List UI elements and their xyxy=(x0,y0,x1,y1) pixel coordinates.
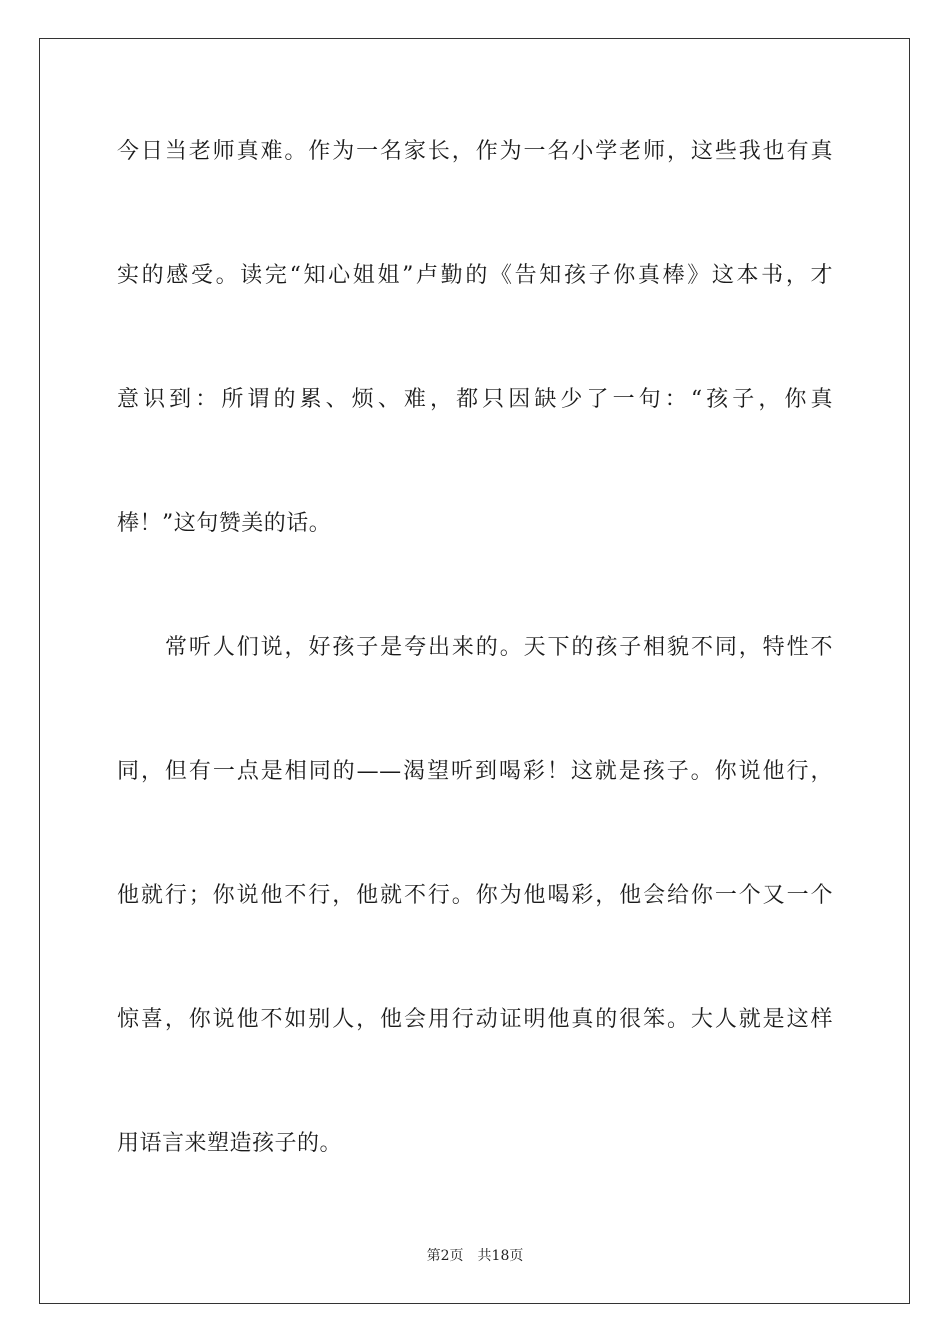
page-number-footer: 第2页 共18页 xyxy=(426,1248,524,1264)
paragraph-2-line-4: 惊喜，你说他不如别人，他会用行动证明他真的很笨。大人就是这样 xyxy=(117,1007,833,1032)
paragraph-1-line-3: 意识到：所谓的累、烦、难，都只因缺少了一句：“孩子，你真 xyxy=(117,387,833,412)
paragraph-2-line-2: 同，但有一点是相同的——渴望听到喝彩！这就是孩子。你说他行， xyxy=(117,759,833,784)
paragraph-2-line-1: 常听人们说，好孩子是夸出来的。天下的孩子相貌不同，特性不 xyxy=(165,635,833,660)
page-border xyxy=(39,38,910,1304)
paragraph-1-line-1: 今日当老师真难。作为一名家长，作为一名小学老师，这些我也有真 xyxy=(117,139,833,164)
paragraph-2-line-3: 他就行；你说他不行，他就不行。你为他喝彩，他会给你一个又一个 xyxy=(117,883,833,908)
paragraph-2-line-5: 用语言来塑造孩子的。 xyxy=(117,1131,343,1156)
paragraph-1-line-4: 棒！”这句赞美的话。 xyxy=(117,511,332,536)
paragraph-1-line-2: 实的感受。读完“知心姐姐”卢勤的《告知孩子你真棒》这本书，才 xyxy=(117,263,833,288)
